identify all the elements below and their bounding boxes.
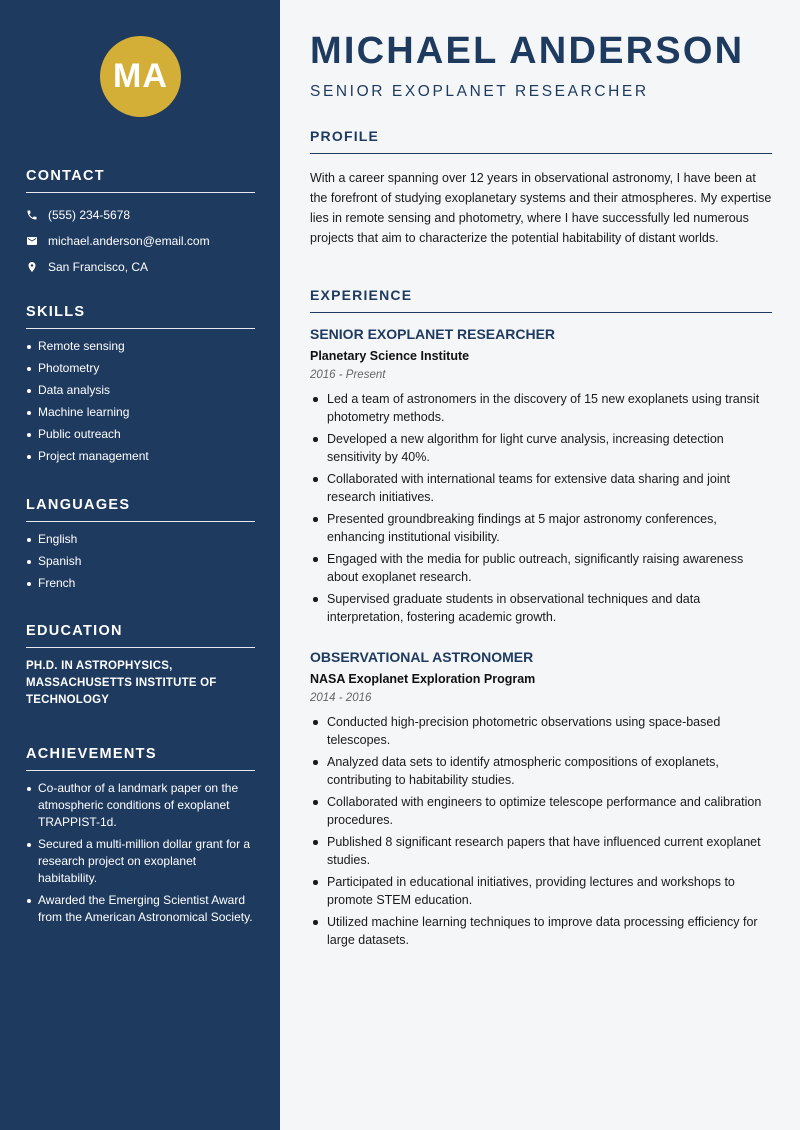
skills-list [26,338,255,465]
language-item: English [26,531,255,548]
contact-section [26,168,255,280]
skills-section [26,304,255,470]
education-degree: PH.D. IN ASTROPHYSICS, MASSACHUSETTS INSTITUTE OF TECHNOLOGY [26,660,217,706]
job-bullets [310,713,772,949]
job-bullet: Collaborated with international teams for extensive data sharing and joint research initiatives. [310,470,772,506]
skill-item: Public outreach [26,426,255,443]
achievement-item: Secured a multi-million dollar grant for a research project on exoplanet habitability. [26,836,255,887]
job-bullet: Supervised graduate students in observational techniques and data interpretation, fostering academic growth. [310,590,772,626]
achievement-item: Co-author of a landmark paper on the atmospheric conditions of exoplanet TRAPPIST-1d. [26,780,255,831]
job-dates: 2016 - Present [310,369,386,381]
sidebar [0,0,280,1130]
contact-email[interactable] [26,228,255,254]
achievement-item: Awarded the Emerging Scientist Award from the American Astronomical Society. [26,892,255,926]
job-title: SENIOR EXOPLANET RESEARCHER [310,326,556,342]
job-bullet: Participated in educational initiatives, providing lectures and workshops to promote STEM education. [310,873,772,909]
phone-icon [26,209,38,221]
job-entry [310,649,772,953]
job-bullet: Developed a new algorithm for light curve analysis, increasing detection sensitivity by 40%. [310,430,772,466]
language-item: French [26,575,255,592]
profile-section [310,128,772,248]
contact-location-text: San Francisco, CA [48,260,149,274]
job-bullet: Led a team of astronomers in the discovery of 15 new exoplanets using transit photometry methods. [310,390,772,426]
job-dates: 2014 - 2016 [310,692,372,704]
email-icon [26,235,38,247]
contact-email-text: michael.anderson@email.com [48,234,210,248]
education-section [26,623,255,709]
job-bullets [310,390,772,626]
experience-section [310,287,772,313]
profile-text: With a career spanning over 12 years in observational astronomy, I have been at the forefront of studying exoplanetary systems and their atmospheres. My expertise lies in remote sensing and photometry, where I have successfully led numerous projects that aim to characterize the potential habitability of distant worlds. [310,171,772,245]
skill-item: Data analysis [26,382,255,399]
job-bullet: Utilized machine learning techniques to improve data processing efficiency for large datasets. [310,913,772,949]
job-organization: Planetary Science Institute [310,349,470,363]
contact-phone-text: (555) 234-5678 [48,208,131,222]
education-heading: EDUCATION [26,623,255,648]
contact-heading: CONTACT [26,168,255,193]
skill-item: Machine learning [26,404,255,421]
achievements-section [26,746,255,931]
job-title: OBSERVATIONAL ASTRONOMER [310,649,534,665]
language-item: Spanish [26,553,255,570]
skill-item: Remote sensing [26,338,255,355]
job-bullet: Engaged with the media for public outreach, significantly raising awareness about exoplanet research. [310,550,772,586]
job-bullet: Published 8 significant research papers that have influenced current exoplanet studies. [310,833,772,869]
skills-heading: SKILLS [26,304,255,329]
languages-list [26,531,255,592]
location-pin-icon [26,261,38,273]
job-organization: NASA Exoplanet Exploration Program [310,672,536,686]
job-bullet: Presented groundbreaking findings at 5 major astronomy conferences, enhancing institutional visibility. [310,510,772,546]
languages-section [26,497,255,597]
contact-phone[interactable] [26,202,255,228]
achievements-list [26,780,255,926]
job-entry [310,326,772,630]
job-bullet: Collaborated with engineers to optimize telescope performance and calibration procedures. [310,793,772,829]
job-bullet: Analyzed data sets to identify atmospheric compositions of exoplanets, contributing to habitability studies. [310,753,772,789]
contact-location [26,254,255,280]
avatar: MA [100,36,181,117]
candidate-title: SENIOR EXOPLANET RESEARCHER [310,83,649,100]
profile-heading: PROFILE [310,128,772,154]
experience-heading: EXPERIENCE [310,287,772,313]
languages-heading: LANGUAGES [26,497,255,522]
achievements-heading: ACHIEVEMENTS [26,746,255,771]
candidate-name: MICHAEL ANDERSON [310,30,745,72]
skill-item: Photometry [26,360,255,377]
job-bullet: Conducted high-precision photometric observations using space-based telescopes. [310,713,772,749]
skill-item: Project management [26,448,255,465]
